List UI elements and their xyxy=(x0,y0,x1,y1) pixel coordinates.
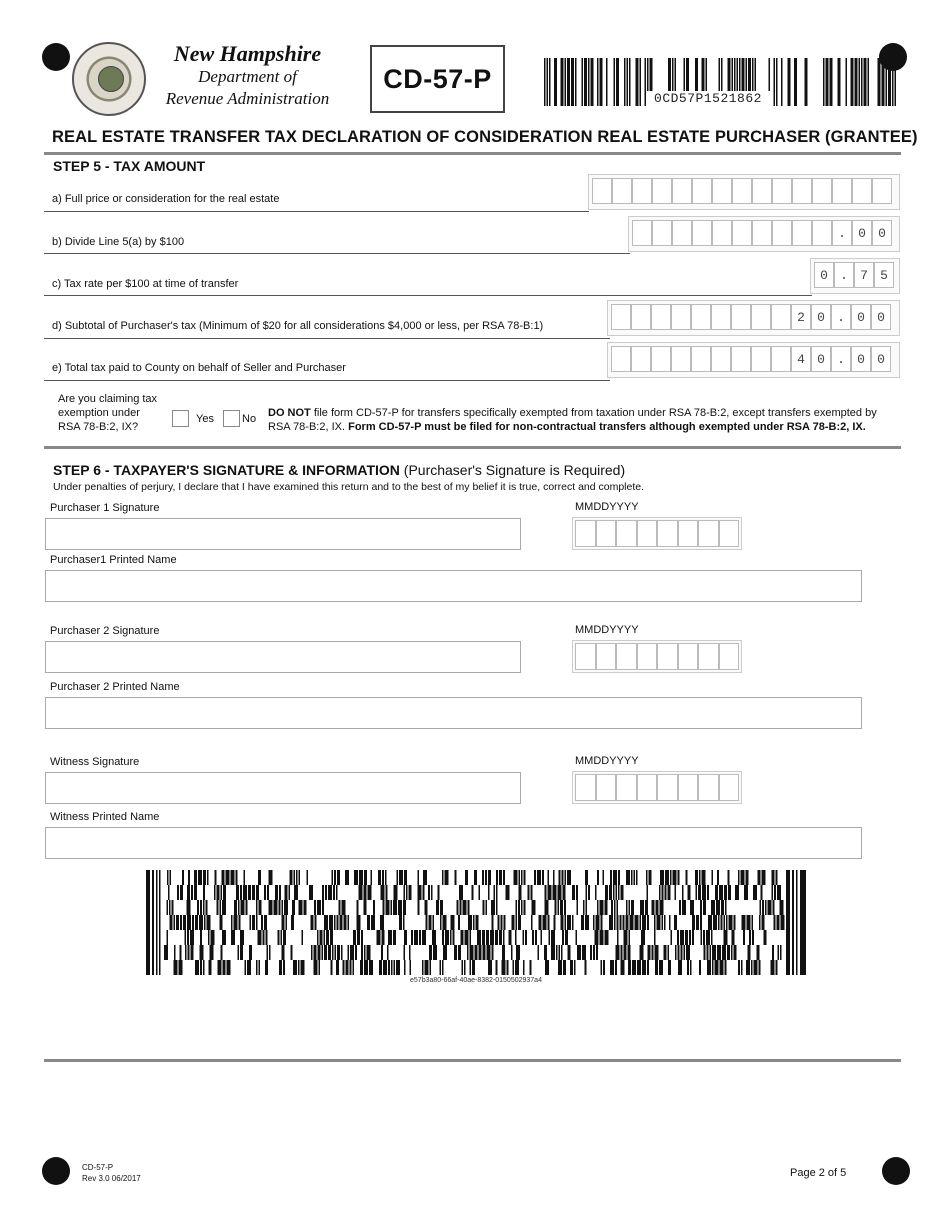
page-title: REAL ESTATE TRANSFER TAX DECLARATION OF CONSIDERATION REAL ESTATE PURCHASER (GRANTEE) xyxy=(52,128,918,146)
digit-cell xyxy=(651,304,671,330)
notice-bold-2: Form CD-57-P must be filed for non-contractual transfers although exempted under RSA 78-B:2, IX. xyxy=(348,421,866,433)
notice-bold-1: DO NOT xyxy=(268,407,311,419)
step6-title-note: (Purchaser's Signature is Required) xyxy=(399,462,626,478)
digit-cell: 7 xyxy=(854,262,874,288)
digit-cell xyxy=(631,304,651,330)
step6-title xyxy=(53,462,625,478)
witness-signature-label: Witness Signature xyxy=(50,756,140,768)
digit-cell: . xyxy=(832,220,852,246)
digit-cell xyxy=(651,346,671,372)
purchaser2-date-label: MMDDYYYY xyxy=(575,624,639,636)
witness-date-field[interactable] xyxy=(572,771,742,804)
yes-label: Yes xyxy=(196,413,214,425)
digit-cell xyxy=(872,178,892,204)
digit-cell xyxy=(751,346,771,372)
digit-cell xyxy=(731,346,751,372)
step6-title-text: STEP 6 - TAXPAYER'S SIGNATURE & INFORMATION xyxy=(53,462,400,478)
digit-cell xyxy=(671,346,691,372)
line-e-underline xyxy=(44,380,610,381)
line-c-underline xyxy=(44,295,812,296)
exemption-question xyxy=(58,392,157,434)
digit-cell xyxy=(652,178,672,204)
witness-signature-field[interactable] xyxy=(45,772,521,804)
digit-cell xyxy=(631,346,651,372)
form-code: CD-57-P xyxy=(370,45,505,113)
pdf417-barcode xyxy=(146,870,806,975)
digit-cell xyxy=(852,178,872,204)
digit-cell xyxy=(772,178,792,204)
digit-cell: 0 xyxy=(814,262,834,288)
exemption-no-checkbox[interactable] xyxy=(223,410,240,427)
registration-mark xyxy=(42,1157,70,1185)
agency-line-1: New Hampshire xyxy=(173,41,322,66)
digit-cell xyxy=(632,220,652,246)
digit-cell xyxy=(692,178,712,204)
digit-cell xyxy=(812,220,832,246)
witness-name-field[interactable] xyxy=(45,827,862,859)
digit-cell xyxy=(731,304,751,330)
digit-cell xyxy=(812,178,832,204)
line-d-subtotal-field[interactable] xyxy=(607,300,900,336)
line-b-label: b) Divide Line 5(a) by $100 xyxy=(52,236,185,248)
digit-cell: . xyxy=(831,304,851,330)
purchaser1-name-label: Purchaser1 Printed Name xyxy=(50,554,177,566)
registration-mark xyxy=(882,1157,910,1185)
digit-cell xyxy=(732,220,752,246)
divider xyxy=(44,152,901,155)
digit-cell: 0 xyxy=(811,304,831,330)
purchaser1-signature-label: Purchaser 1 Signature xyxy=(50,502,160,514)
digit-cell xyxy=(771,304,791,330)
digit-cell xyxy=(691,304,711,330)
divider xyxy=(44,1059,901,1062)
digit-cell: 0 xyxy=(811,346,831,372)
divider xyxy=(44,446,901,449)
agency-name xyxy=(140,42,355,110)
purchaser2-date-field[interactable] xyxy=(572,640,742,673)
digit-cell xyxy=(771,346,791,372)
exemption-question-line-3: RSA 78-B:2, IX? xyxy=(58,421,139,433)
digit-cell: 2 xyxy=(791,304,811,330)
line-e-label: e) Total tax paid to County on behalf of Seller and Purchaser xyxy=(52,362,346,374)
notice-text-2: RSA 78-B:2, IX. xyxy=(268,421,349,433)
purchaser2-name-label: Purchaser 2 Printed Name xyxy=(50,681,180,693)
line-c-rate-field[interactable] xyxy=(810,258,900,294)
line-b-amount-field[interactable] xyxy=(628,216,900,252)
agency-line-2: Department of xyxy=(198,67,297,86)
line-d-label: d) Subtotal of Purchaser's tax (Minimum of $20 for all considerations $4,000 or less, per RSA 78-B:1) xyxy=(52,320,544,332)
exemption-question-line-2: exemption under xyxy=(58,407,140,419)
digit-cell xyxy=(772,220,792,246)
digit-cell xyxy=(751,304,771,330)
witness-name-label: Witness Printed Name xyxy=(50,811,160,823)
digit-cell xyxy=(632,178,652,204)
digit-cell xyxy=(752,178,772,204)
line-a-amount-field[interactable] xyxy=(588,174,900,210)
digit-cell xyxy=(752,220,772,246)
step5-title: STEP 5 - TAX AMOUNT xyxy=(53,158,206,174)
agency-line-3: Revenue Administration xyxy=(165,89,330,108)
line-b-underline xyxy=(44,253,630,254)
digit-cell: 0 xyxy=(852,220,872,246)
digit-cell xyxy=(711,346,731,372)
page-number: Page 2 of 5 xyxy=(790,1167,847,1179)
digit-cell xyxy=(612,178,632,204)
line-a-label: a) Full price or consideration for the real estate xyxy=(52,193,280,205)
purchaser1-name-field[interactable] xyxy=(45,570,862,602)
digit-cell xyxy=(712,178,732,204)
digit-cell xyxy=(611,346,631,372)
digit-cell xyxy=(592,178,612,204)
digit-cell xyxy=(672,178,692,204)
footer-revision: Rev 3.0 06/2017 xyxy=(82,1174,141,1183)
digit-cell xyxy=(652,220,672,246)
digit-cell xyxy=(732,178,752,204)
registration-mark xyxy=(42,43,70,71)
digit-cell xyxy=(672,220,692,246)
digit-cell xyxy=(691,346,711,372)
line-d-underline xyxy=(44,338,610,339)
footer-form-code: CD-57-P xyxy=(82,1163,114,1172)
footer-form-info xyxy=(82,1162,141,1184)
digit-cell: 0 xyxy=(851,304,871,330)
digit-cell xyxy=(671,304,691,330)
digit-cell: . xyxy=(834,262,854,288)
witness-date-label: MMDDYYYY xyxy=(575,755,639,767)
line-c-label: c) Tax rate per $100 at time of transfer xyxy=(52,278,239,290)
digit-cell: 0 xyxy=(851,346,871,372)
purchaser1-date-field[interactable] xyxy=(572,517,742,550)
notice-text-1: file form CD-57-P for transfers specifically exempted from taxation under RSA 78-B:2, except transfers exempted by xyxy=(310,407,877,419)
digit-cell xyxy=(832,178,852,204)
digit-cell: 5 xyxy=(874,262,894,288)
barcode-text: 0CD57P1521862 xyxy=(646,91,770,107)
line-a-underline xyxy=(44,211,589,212)
digit-cell xyxy=(711,304,731,330)
barcode-uuid: e57b3a80-66af-40ae-8382-0150502937a4 xyxy=(410,977,542,984)
purchaser2-name-field[interactable] xyxy=(45,697,862,729)
digit-cell: 4 xyxy=(791,346,811,372)
line-e-total-field[interactable] xyxy=(607,342,900,378)
exemption-question-line-1: Are you claiming tax xyxy=(58,393,158,405)
purchaser2-signature-field[interactable] xyxy=(45,641,521,673)
digit-cell xyxy=(692,220,712,246)
digit-cell xyxy=(792,220,812,246)
exemption-notice xyxy=(268,406,908,434)
digit-cell: 0 xyxy=(871,346,891,372)
exemption-yes-checkbox[interactable] xyxy=(172,410,189,427)
purchaser2-signature-label: Purchaser 2 Signature xyxy=(50,625,160,637)
purchaser1-date-label: MMDDYYYY xyxy=(575,501,639,513)
state-seal-icon xyxy=(72,42,146,116)
digit-cell: . xyxy=(831,346,851,372)
digit-cell xyxy=(712,220,732,246)
digit-cell: 0 xyxy=(871,304,891,330)
no-label: No xyxy=(242,413,257,425)
digit-cell: 0 xyxy=(872,220,892,246)
purchaser1-signature-field[interactable] xyxy=(45,518,521,550)
declaration-text: Under penalties of perjury, I declare that I have examined this return and to the best of my belief it is true, correct and complete. xyxy=(53,481,645,493)
digit-cell xyxy=(611,304,631,330)
digit-cell xyxy=(792,178,812,204)
